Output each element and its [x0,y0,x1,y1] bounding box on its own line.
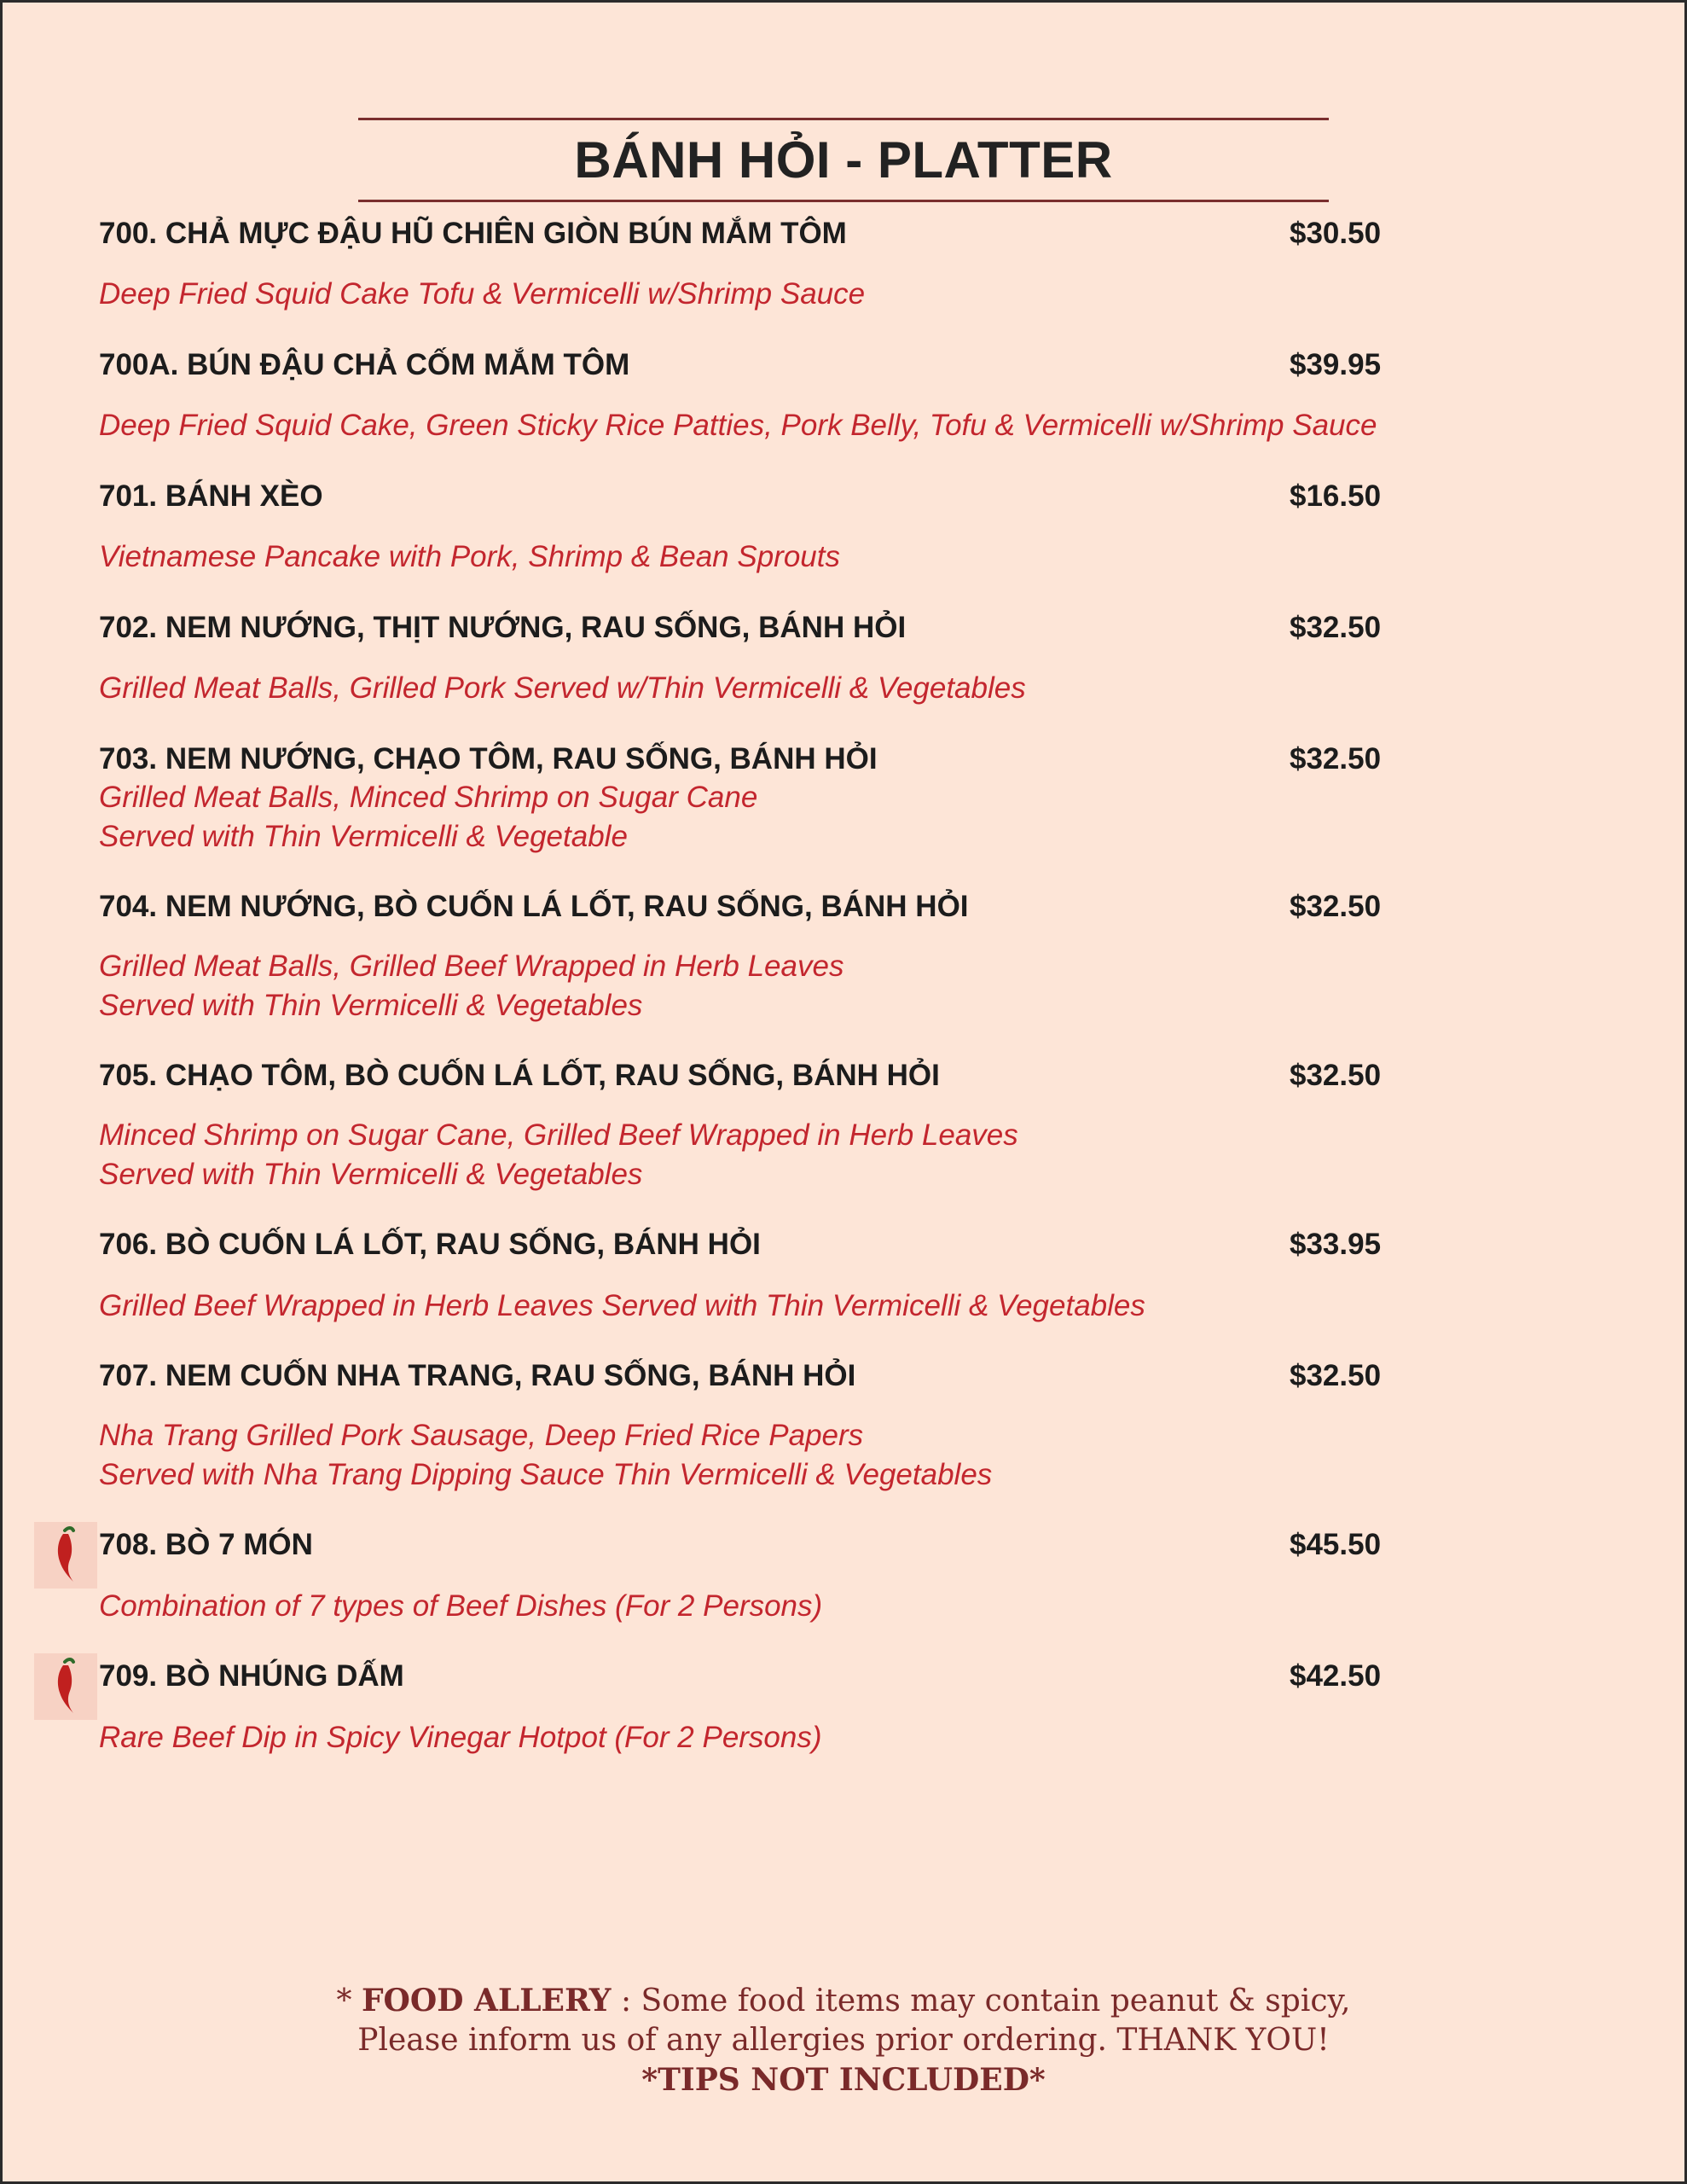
item-description-line: Served with Nha Trang Dipping Sauce Thin Vermicelli & Vegetables [99,1458,993,1491]
item-description-line: Grilled Meat Balls, Minced Shrimp on Sugar Cane [99,781,758,814]
item-name: 702. NEM NƯỚNG, THỊT NƯỚNG, RAU SỐNG, BÁNH HỎI [99,611,907,644]
item-description-line: Served with Thin Vermicelli & Vegetable [99,820,628,853]
allergy-notice-line-2: Please inform us of any allergies prior ordering. THANK YOU! [357,2023,1330,2058]
item-description-line: Nha Trang Grilled Pork Sausage, Deep Fried Rice Papers [99,1419,864,1452]
item-name: 705. CHẠO TÔM, BÒ CUỐN LÁ LỐT, RAU SỐNG, BÁNH HỎI [99,1059,940,1092]
item-name: 700A. BÚN ĐẬU CHẢ CỐM MẮM TÔM [99,348,630,381]
item-name: 709. BÒ NHÚNG DẤM [99,1659,404,1693]
item-description [99,1116,1018,1194]
item-description-line: Combination of 7 types of Beef Dishes (For 2 Persons) [99,1589,823,1623]
item-price: $32.50 [1290,1359,1382,1392]
chili-pepper-icon [34,1653,97,1720]
allergy-prefix: * [336,1984,362,2018]
item-name: 704. NEM NƯỚNG, BÒ CUỐN LÁ LỐT, RAU SỐNG, BÁNH HỎI [99,890,969,923]
item-description-line: Vietnamese Pancake with Pork, Shrimp & Bean Sprouts [99,540,840,573]
item-description [99,1718,822,1757]
item-price: $32.50 [1290,1059,1382,1092]
section-title: BÁNH HỎI - PLATTER [574,131,1113,189]
item-price: $32.50 [1290,890,1382,923]
item-price: $42.50 [1290,1659,1382,1693]
tips-notice: *TIPS NOT INCLUDED* [641,2062,1046,2098]
chili-pepper-icon [34,1522,97,1589]
allergy-notice-line-1 [0,1981,1687,2021]
item-description-line: Grilled Meat Balls, Grilled Pork Served w/Thin Vermicelli & Vegetables [99,671,1026,705]
title-rule-top [358,118,1329,120]
item-price: $32.50 [1290,742,1382,775]
item-price: $30.50 [1290,217,1382,250]
item-description [99,537,840,577]
item-description [99,1416,992,1495]
item-name: 706. BÒ CUỐN LÁ LỐT, RAU SỐNG, BÁNH HỎI [99,1228,761,1261]
item-name: 700. CHẢ MỰC ĐẬU HŨ CHIÊN GIÒN BÚN MẮM TÔM [99,217,847,250]
item-price: $45.50 [1290,1528,1382,1561]
item-description-line: Deep Fried Squid Cake, Green Sticky Rice Patties, Pork Belly, Tofu & Vermicelli w/Shrimp Sauce [99,409,1377,442]
item-description-line: Served with Thin Vermicelli & Vegetables [99,1158,643,1191]
item-price: $39.95 [1290,348,1382,381]
item-name: 703. NEM NƯỚNG, CHẠO TÔM, RAU SỐNG, BÁNH HỎI [99,742,878,775]
allergy-text: : Some food items may contain peanut & spicy, [611,1984,1351,2018]
item-price: $33.95 [1290,1228,1382,1261]
item-price: $32.50 [1290,611,1382,644]
item-description [99,669,1026,708]
item-description [99,778,757,857]
item-description [99,406,1377,445]
item-price: $16.50 [1290,479,1382,513]
item-description-line: Grilled Beef Wrapped in Herb Leaves Served with Thin Vermicelli & Vegetables [99,1289,1145,1322]
allergy-notice [0,1981,1687,2100]
item-description [99,1287,1145,1326]
item-description-line: Deep Fried Squid Cake Tofu & Vermicelli w/Shrimp Sauce [99,277,866,311]
title-rule-bottom [358,200,1329,202]
item-name: 701. BÁNH XÈO [99,479,323,513]
item-description-line: Minced Shrimp on Sugar Cane, Grilled Beef Wrapped in Herb Leaves [99,1118,1018,1152]
item-description-line: Grilled Meat Balls, Grilled Beef Wrapped in Herb Leaves [99,950,844,983]
item-description-line: Rare Beef Dip in Spicy Vinegar Hotpot (For 2 Persons) [99,1721,822,1754]
item-description [99,275,865,314]
allergy-label: FOOD ALLERY [361,1983,612,2018]
item-description [99,947,844,1025]
item-name: 708. BÒ 7 MÓN [99,1528,313,1561]
item-name: 707. NEM CUỐN NHA TRANG, RAU SỐNG, BÁNH HỎI [99,1359,856,1392]
item-description [99,1587,822,1626]
item-description-line: Served with Thin Vermicelli & Vegetables [99,989,643,1022]
